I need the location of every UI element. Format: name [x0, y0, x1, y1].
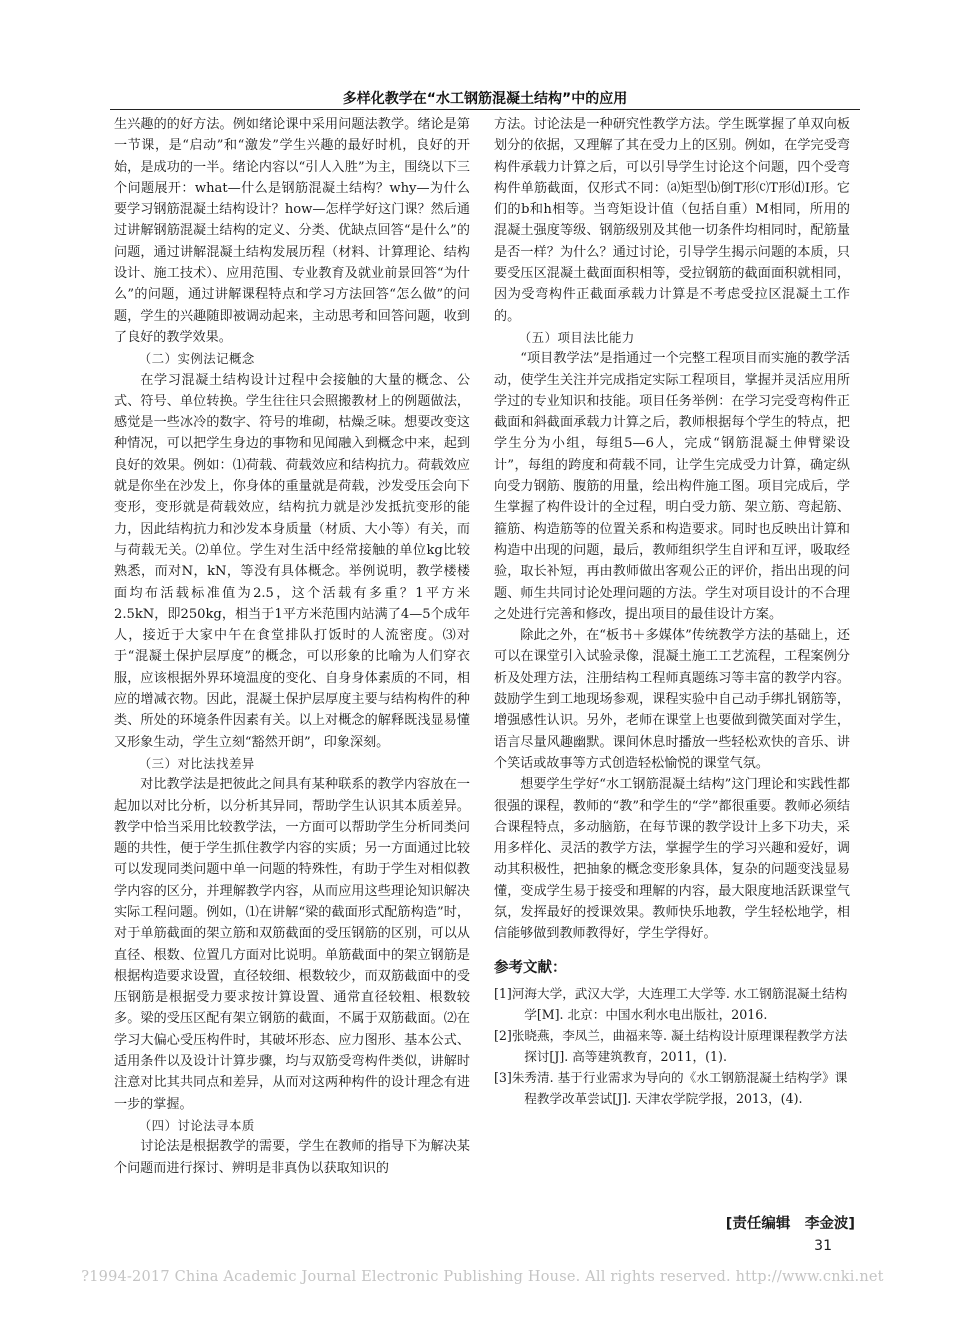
page-number: 31	[814, 1238, 832, 1254]
section-heading: （四）讨论法寻本质	[138, 1117, 255, 1133]
reference-item: [2]张晓燕，李凤兰，曲福来等. 凝土结构设计原理课程教学方法探讨[J]. 高等建筑教育，2011，(1).	[494, 1027, 848, 1064]
paragraph: 生兴趣的的好方法。例如绪论课中采用问题法教学。绪论是第一节课，是“启动”和“激发”学生兴趣的最好时机，良好的开始，是成功的一半。绪论内容以“引人入胜”为主，围绕以下三个问题展开：what—什么是钢筋混凝土结构？why—为什么要学习钢筋混凝土结构设计？how—怎样学好这门课？然后通过讲解钢筋混凝土结构的定义、分类、优缺点回答“是什么”的问题，通过讲解混凝土结构发展历程（材料、计算理论、结构设计、施工技术）、应用范围、专业教育及就业前景回答“为什么”的问题，通过讲解课程特点和学习方法回答“怎么做”的问题，学生的兴趣随即被调动起来，主动思考和回答问题，收到了良好的教学效果。	[114, 117, 470, 345]
reference-item: [1]河海大学，武汉大学，大连理工大学等. 水工钢筋混凝土结构学[M]. 北京：中国水利水电出版社，2016.	[494, 985, 848, 1022]
paragraph: 讨论法是根据教学的需要，学生在教师的指导下为解决某个问题而进行探讨、辨明是非真伪以获取知识的	[114, 1139, 470, 1176]
paragraph: 方法。讨论法是一种研究性教学方法。学生既掌握了单双向板划分的依据，又理解了其在受力上的区别。例如，在学完受弯构件承载力计算之后，可以引导学生讨论这个问题，四个受弯构件单筋截面，仅形式不同：⒜矩型⒝倒T形⒞T形⒟I形。它们的b和h相等。当弯矩设计值（包括自重）M相同，所用的混凝土强度等级、钢筋级别及其他一切条件均相同时，配筋量是否一样？为什么？通过讨论，引导学生揭示问题的本质，只要受压区混凝土截面面积相等，受拉钢筋的截面面积就相同，因为受弯构件正截面承载力计算是不考虑受拉区混凝土工作的。	[494, 117, 850, 324]
reference-item: [3]朱秀清. 基于行业需求为导向的《水工钢筋混凝土结构学》课程教学改革尝试[J]. 天津农学院学报，2013，(4).	[494, 1069, 848, 1106]
left-column	[114, 114, 470, 1179]
section-heading: （二）实例法记概念	[138, 351, 255, 367]
paragraph: 在学习混凝土结构设计过程中会接触的大量的概念、公式、符号、单位转换。学生往往只会照搬教材上的例题做法，感觉是一些冰冷的数字、符号的堆砌，枯燥乏味。想要改变这种情况，可以把学生身边的事物和见闻融入到概念中来，起到良好的效果。例如：⑴荷载、荷载效应和结构抗力。荷载效应就是你坐在沙发上，你身体的重量就是荷载，沙发受压会向下变形，变形就是荷载效应，结构抗力就是沙发抵抗变形的能力，因此结构抗力和沙发本身质量（材质、大小等）有关，而与荷载无关。⑵单位。学生对生活中经常接触的单位kg比较熟悉，而对N，kN，等没有具体概念。举例说明，教学楼楼面均布活载标准值为2.5，这个活载有多重？1平方米2.5kN，即250kg，相当于1平方米范围内站满了4—5个成年人，接近于大家中午在食堂排队打饭时的人流密度。⑶对于“混凝土保护层厚度”的概念，可以形象的比喻为人们穿衣服，应该根据外界环境温度的变化、自身身体素质的不同，相应的增减衣物。因此，混凝土保护层厚度主要与结构构件的种类、所处的环境条件因素有关。以上对概念的解释既浅显易懂又形象生动，学生立刻“豁然开朗”，印象深刻。	[114, 372, 470, 750]
paragraph: 对比教学法是把彼此之间具有某种联系的教学内容放在一起加以对比分析，以分析其异同，帮助学生认识其本质差异。教学中恰当采用比较教学法，一方面可以帮助学生分析同类问题的共性，便于学生抓住教学内容的实质；另一方面通过比较可以发现同类问题中单一问题的特殊性，有助于学生对相似教学内容的区分，并理解教学内容，从而应用这些理论知识解决实际工程问题。例如，⑴在讲解“梁的截面形式配筋构造”时，对于单筋截面的架立筋和双筋截面的受压钢筋的区别，可以从直径、根数、位置几方面对比说明。单筋截面中的架立钢筋是根据构造要求设置，直径较细、根数较少，而双筋截面中的受压钢筋是根据受力要求按计算设置、通常直径较粗、根数较多。梁的受压区配有架立钢筋的截面，不属于双筋截面。⑵在学习大偏心受压构件时，其破坏形态、应力图形、基本公式、适用条件以及设计计算步骤，均与双筋受弯构件类似，讲解时注意对比其共同点和差异，从而对这两种构件的设计理念有进一步的掌握。	[114, 777, 470, 1112]
copyright-footer: ?1994-2017 China Academic Journal Electronic Publishing House. All rights reserved. http://www.cnki.net	[81, 1269, 884, 1285]
paragraph: 除此之外，在“板书＋多媒体”传统教学方法的基础上，还可以在课堂引入试验录像，混凝土施工工艺流程，工程案例分析及处理方法，注册结构工程师真题练习等丰富的教学内容。鼓励学生到工地现场参观，课程实验中自己动手绑扎钢筋等，增强感性认识。另外，老师在课堂上也要做到微笑面对学生，语言尽量风趣幽默。课间休息时播放一些轻松欢快的音乐、讲个笑话或故事等方式创造轻松愉悦的课堂气氛。	[494, 628, 850, 771]
right-column	[494, 114, 850, 1109]
running-header-title: 多样化教学在“水工钢筋混凝土结构”中的应用	[342, 91, 628, 107]
header-rule	[110, 109, 860, 110]
editor-note: [责任编辑 李金波]	[725, 1216, 855, 1232]
section-heading: （五）项目法比能力	[518, 329, 635, 345]
paragraph: 想要学生学好“水工钢筋混凝土结构”这门理论和实践性都很强的课程，教师的“教”和学生的“学”都很重要。教师必须结合课程特点，多动脑筋，在每节课的教学设计上多下功夫，采用多样化、灵活的教学方法，掌握学生的学习兴趣和爱好，调动其积极性，把抽象的概念变形象具体，复杂的问题变浅显易懂，变成学生易于接受和理解的内容，最大限度地活跃课堂气氛，发挥最好的授课效果。教师快乐地教，学生轻松地学，相信能够做到教师教得好，学生学得好。	[494, 777, 850, 942]
paragraph: “项目教学法”是指通过一个完整工程项目而实施的教学活动，使学生关注并完成指定实际工程项目，掌握并灵活应用所学过的专业知识和技能。项目任务举例：在学习完受弯构件正截面和斜截面承载力计算之后，教师根据每个学生的特点，把学生分为小组，每组5—6人，完成“钢筋混凝土伸臂梁设计”，每组的跨度和荷载不同，让学生完成受力计算，确定纵向受力钢筋、腹筋的用量，绘出构件施工图。项目完成后，学生掌握了构件设计的全过程，明白受力筋、架立筋、弯起筋、箍筋、构造筋等的位置关系和构造要求。同时也反映出计算和构造中出现的问题，最后，教师组织学生自评和互评，吸取经验，取长补短，再由教师做出客观公正的评价，指出出现的问题、师生共同讨论处理问题的方法。学生对项目设计的不合理之处进行完善和修改，提出项目的最佳设计方案。	[494, 351, 850, 622]
references-heading: 参考文献：	[494, 959, 567, 976]
section-heading: （三）对比法找差异	[138, 755, 255, 771]
